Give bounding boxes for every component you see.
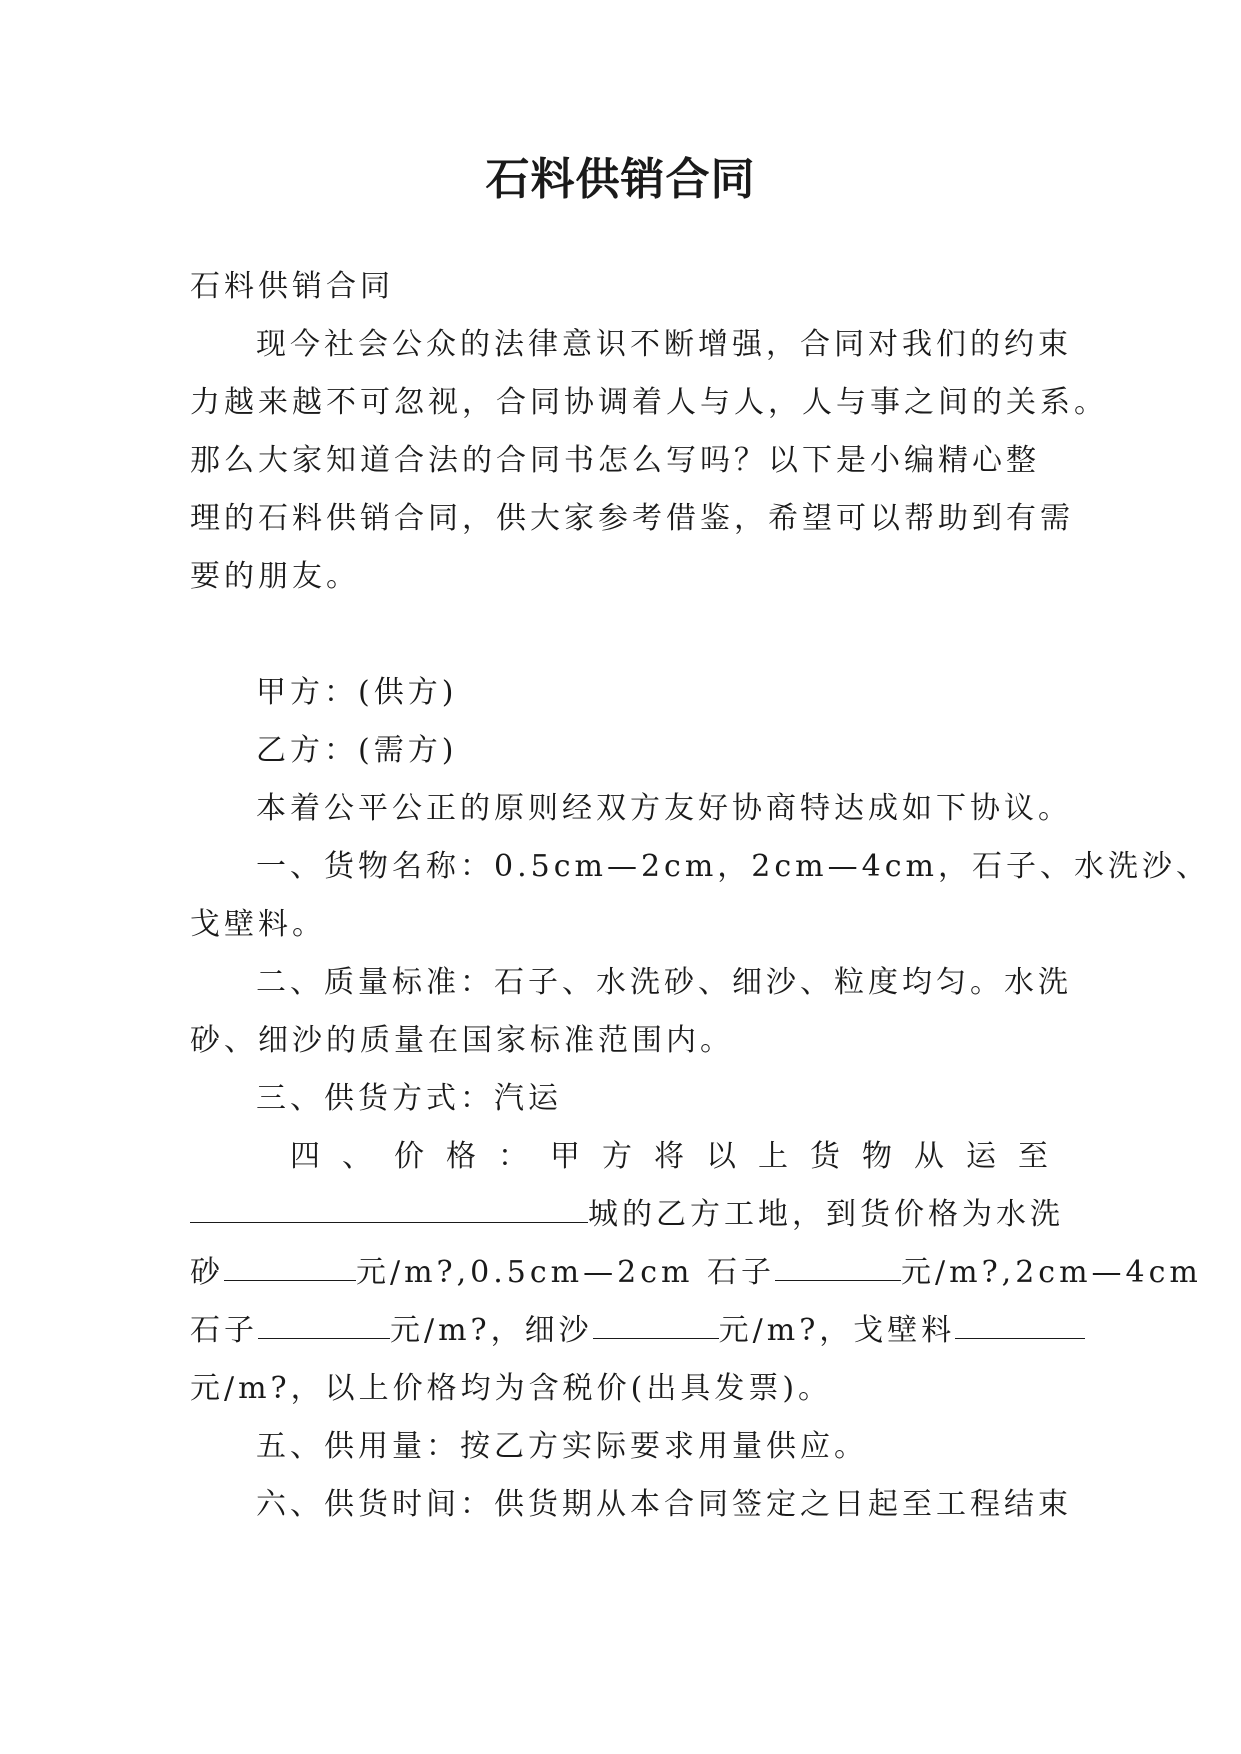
spacer xyxy=(190,606,1052,664)
clause-4-char: 四 xyxy=(290,1139,324,1174)
document-body xyxy=(190,258,1210,1534)
clause-4-char: 方 xyxy=(602,1139,636,1174)
fill-blank-price-fine-sand[interactable] xyxy=(593,1302,719,1339)
clause-4-char: 甲 xyxy=(550,1139,584,1174)
clause-4-char: 物 xyxy=(862,1139,896,1174)
clause-4-text: 元/m?,2cm—4cm xyxy=(901,1255,1202,1290)
intro-line-2: 力越来越不可忽视，合同协调着人与人，人与事之间的关系。 xyxy=(190,385,1108,420)
clause-4-char: 从 xyxy=(914,1139,948,1174)
clause-4-line-4 xyxy=(190,1302,1052,1360)
clause-4-text: 元/m?,0.5cm—2cm 石子 xyxy=(356,1255,776,1290)
clause-1-line-2: 戈壁料。 xyxy=(190,907,326,942)
subtitle: 石料供销合同 xyxy=(190,269,394,304)
party-b: 乙方：(需方) xyxy=(256,733,458,768)
clause-3: 三、供货方式：汽运 xyxy=(256,1081,562,1116)
intro-line-1: 现今社会公众的法律意识不断增强，合同对我们的约束 xyxy=(256,327,1072,362)
clause-5: 五、供用量：按乙方实际要求用量供应。 xyxy=(256,1429,868,1464)
clause-1-line-1: 一、货物名称：0.5cm—2cm，2cm—4cm，石子、水洗沙、 xyxy=(256,849,1210,884)
clause-4-char: 将 xyxy=(654,1139,688,1174)
clause-4-text: 石子 xyxy=(190,1313,258,1348)
fill-blank-price-stone-large[interactable] xyxy=(258,1302,390,1339)
clause-4-text: 城的乙方工地，到货价格为水洗 xyxy=(588,1197,1064,1232)
fill-blank-price-stone-small[interactable] xyxy=(775,1244,901,1281)
clause-4-char: 至 xyxy=(1018,1139,1052,1174)
clause-4-char: 货 xyxy=(810,1139,844,1174)
clause-2-line-2: 砂、细沙的质量在国家标准范围内。 xyxy=(190,1023,734,1058)
party-a: 甲方：(供方) xyxy=(256,675,458,710)
clause-4-line-3 xyxy=(190,1244,1202,1302)
clause-4-line-1 xyxy=(190,1128,1052,1186)
clause-6: 六、供货时间：供货期从本合同签定之日起至工程结束 xyxy=(256,1487,1072,1522)
fill-blank-price-gobi[interactable] xyxy=(955,1302,1085,1339)
clause-4-char: 运 xyxy=(966,1139,1000,1174)
intro-line-5: 要的朋友。 xyxy=(190,559,360,594)
clause-4-char: 以 xyxy=(706,1139,740,1174)
intro-line-4: 理的石料供销合同，供大家参考借鉴，希望可以帮助到有需 xyxy=(190,501,1074,536)
clause-4-char: 格 xyxy=(446,1139,480,1174)
clause-4-line-2 xyxy=(190,1186,1064,1244)
clause-2-line-1: 二、质量标准：石子、水洗砂、细沙、粒度均匀。水洗 xyxy=(256,965,1072,1000)
document-title: 石料供销合同 xyxy=(485,154,756,205)
clause-4-line-5: 元/m?，以上价格均为含税价(出具发票)。 xyxy=(190,1371,833,1406)
clause-4-char: 、 xyxy=(342,1139,376,1174)
preamble: 本着公平公正的原则经双方友好协商特达成如下协议。 xyxy=(256,791,1072,826)
clause-4-text: 元/m?，戈壁料 xyxy=(718,1313,956,1348)
clause-4-char: ： xyxy=(498,1139,532,1174)
fill-blank-destination[interactable] xyxy=(190,1186,588,1223)
fill-blank-price-sand[interactable] xyxy=(224,1244,356,1281)
clause-4-text: 元/m?，细沙 xyxy=(390,1313,593,1348)
clause-4-char: 上 xyxy=(758,1139,792,1174)
clause-4-text: 砂 xyxy=(190,1255,224,1290)
intro-line-3: 那么大家知道合法的合同书怎么写吗？以下是小编精心整 xyxy=(190,443,1040,478)
clause-4-char: 价 xyxy=(394,1139,428,1174)
